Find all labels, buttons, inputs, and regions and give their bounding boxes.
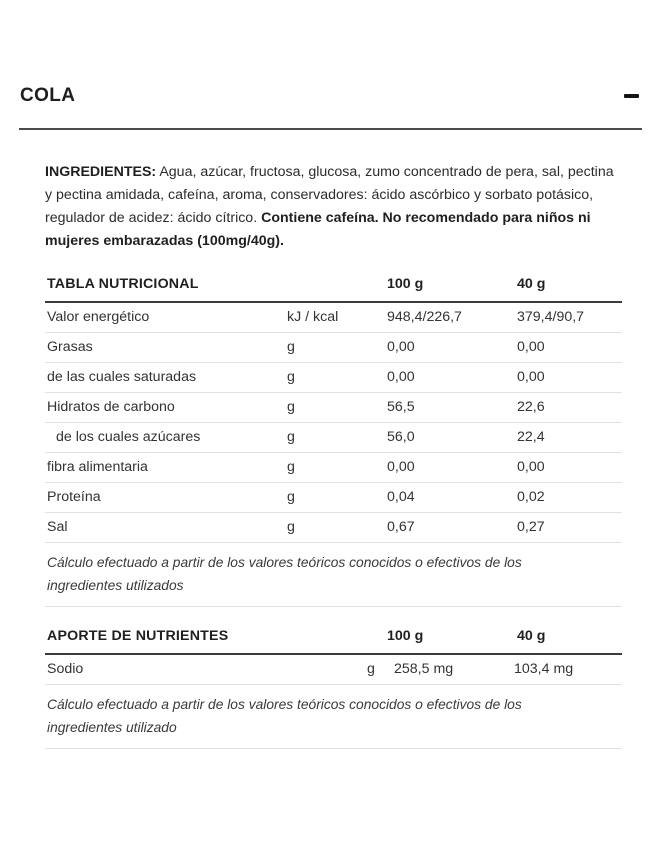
accordion-title: COLA xyxy=(20,85,76,106)
accordion-panel-content xyxy=(45,161,622,749)
ingredients-label: INGREDIENTES: xyxy=(45,164,157,180)
nutrition-table-footnote: Cálculo efectuado a partir de los valores teóricos conocidos o efectivos de los ingredientes utilizados xyxy=(45,543,622,607)
ingredients-text: Agua, azúcar, fructosa, glucosa, zumo concentrado de pera, sal, pectina y pectina amidada, cafeína, aroma, conservadores: ácido ascórbico y sorbato potásico, regulador de acidez: ácido cítrico. xyxy=(45,164,614,226)
table-row: Grasas g 0,00 0,00 xyxy=(45,333,622,363)
table-row: de los cuales azúcares g 56,0 22,4 xyxy=(45,423,622,453)
col-header-40g: 40 g xyxy=(517,276,546,292)
table-row: Sal g 0,67 0,27 xyxy=(45,513,622,543)
nutrients-table-header xyxy=(45,622,622,655)
nutrients-table-footnote: Cálculo efectuado a partir de los valores teóricos conocidos o efectivos de los ingredientes utilizado xyxy=(45,685,622,749)
ingredients-paragraph xyxy=(45,161,622,253)
col-header-100g: 100 g xyxy=(387,276,424,292)
nutrition-table-title: TABLA NUTRICIONAL xyxy=(47,276,199,292)
table-row: de las cuales saturadas g 0,00 0,00 xyxy=(45,363,622,393)
table-row: Proteína g 0,04 0,02 xyxy=(45,483,622,513)
table-row: Sodio g 258,5 mg 103,4 mg xyxy=(45,655,622,685)
table-row: Valor energético kJ / kcal 948,4/226,7 379,4/90,7 xyxy=(45,303,622,333)
nutrients-table-title: APORTE DE NUTRIENTES xyxy=(47,628,229,644)
collapse-minus-icon[interactable] xyxy=(624,94,639,98)
table-row: fibra alimentaria g 0,00 0,00 xyxy=(45,453,622,483)
nutrients-table xyxy=(45,622,622,749)
table-row: Hidratos de carbono g 56,5 22,6 xyxy=(45,393,622,423)
ingredients-warning: Contiene cafeína. No recomendado para niños ni mujeres embarazadas (100mg/40g). xyxy=(45,210,591,249)
accordion-header-cola[interactable] xyxy=(19,85,642,130)
col-header-100g: 100 g xyxy=(387,628,424,644)
nutrition-table xyxy=(45,270,622,607)
col-header-40g: 40 g xyxy=(517,628,546,644)
nutrition-table-header xyxy=(45,270,622,303)
